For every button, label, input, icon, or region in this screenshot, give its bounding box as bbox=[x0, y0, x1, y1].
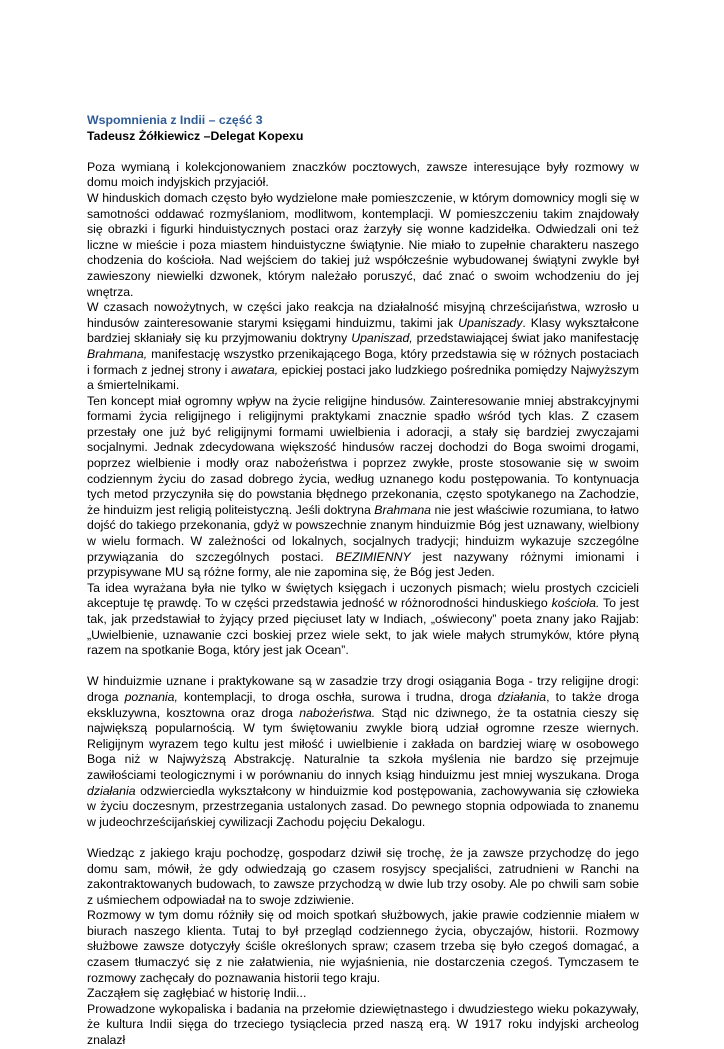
paragraph bbox=[87, 581, 639, 659]
text-run: Zacząłem się zagłębiać w historię Indii... bbox=[87, 986, 307, 1001]
text-run: kontemplacji, to droga oschła, surowa i trudna, droga bbox=[177, 689, 498, 704]
text-run: W hinduizmie uznane i praktykowane są w zasadzie trzy drogi osiągania Boga - trzy religijne drogi: droga bbox=[87, 674, 639, 704]
paragraph bbox=[87, 1002, 639, 1049]
paragraph bbox=[87, 191, 639, 300]
article-body bbox=[87, 160, 639, 1049]
paragraph-spacer bbox=[87, 830, 639, 846]
paragraph bbox=[87, 300, 639, 394]
italic-term: Brahmana, bbox=[87, 346, 148, 361]
text-run: Ta idea wyrażana była nie tylko w świętych księgach i uczonych pismach; wielu prostych czcicieli akceptuje tę prawdę. To w części przedstawia jedność w różnorodności hinduskiego bbox=[87, 580, 639, 611]
italic-term: Brahmana bbox=[374, 502, 432, 517]
italic-term: nabożeństwa. bbox=[299, 705, 376, 720]
paragraph-spacer bbox=[87, 659, 639, 675]
text-run: Wiedząc z jakiego kraju pochodzę, gospodarz dziwił się trochę, że ja zawsze przychodzę do jego domu sam, mówił, że gdy odwiedzają go czasem rosyjscy specjaliści, zatrudnieni w Ranchi na zakontraktowanych budowach, to zawsze przychodzą w dwie lub trzy osoby. Ale po chwili sam sobie z uśmiechem odpowiadał na to swoje zdziwienie. bbox=[87, 845, 639, 907]
text-run: Stąd nic dziwnego, że ta ostatnia cieszy się największą popularnością. W tym świętowaniu zwykle biorą udział ogromne rzesze wiernych. Religijnym wyrazem tego kultu jest miłość i uwielbienie i zakłada on bardziej wiarę w osobowego Boga niż w Najwyższą Abstrakcję. Naturalnie ta szkoła myślenia nie bardzo się przejmuje zawiłościami teologicznymi i w porównaniu do innych ksiąg hinduizmu jest mniej wyszukana. Droga bbox=[87, 705, 640, 782]
italic-term: działania bbox=[497, 689, 547, 704]
text-run: , to także droga ekskluzywna, kosztowna oraz droga bbox=[87, 689, 639, 720]
text-run: W czasach nowożytnych, w części jako reakcja na działalność misyjną chrześcijaństwa, wzrosło u hindusów zainteresowanie starymi księgami hinduizmu, takimi jak bbox=[87, 300, 639, 330]
text-run: odzwierciedla wykształcony w hinduizmie kod postępowania, zachowywania się człowieka w życiu doczesnym, przestrzegania ustalonych zasad. Do pewnego stopnia odpowiada to znanemu w judeochrześcijańskiej cywilizacji Zachodu pojęciu Dekalogu. bbox=[87, 783, 639, 829]
article-author: Tadeusz Żółkiewicz –Delegat Kopexu bbox=[87, 128, 304, 143]
text-run: nie jest właściwie rozumiana, to łatwo dojść do takiego przekonania, gdyż w powszechnie znanym hinduizmie Bóg jest uznawany, wielbiony w wielu formach. W zależności od lokalnych, socjalnych tradycji; hinduizm wykazuje szczególne przywiązania do szczególnych postaci. bbox=[87, 502, 639, 564]
paragraph bbox=[87, 986, 639, 1002]
italic-term: awatara, bbox=[230, 362, 279, 377]
text-run: przedstawiającej świat jako manifestację bbox=[412, 331, 639, 346]
text-run: W hinduskich domach często było wydzielone małe pomieszczenie, w którym domownicy mogli się w samotności oddawać rozmyślaniom, modlitwom, kontemplacji. W pomieszczeniu takim znajdowały się obrazki i figurki hinduistycznych postaci oraz żarzyły się wonne kadzidełka. Odwiedzali oni też liczne w mieście i poza miastem hinduistyczne świątynie. Nie miało to zupełnie charakteru naszego chodzenia do kościoła. Nad wejściem do takiej już współcześnie wybudowanej świątyni zwykle był zawieszony niewielki dzwonek, którym należało poruszyć, dać znać o swoim wchodzeniu do jej wnętrza. bbox=[87, 190, 639, 299]
text-run: . Klasy wykształcone bardziej skłaniały się ku przyjmowaniu doktryny bbox=[87, 315, 639, 346]
text-run: epickiej postaci jako ludzkiego pośrednika pomiędzy Najwyższym a śmiertelnikami. bbox=[87, 362, 639, 393]
text-run: Poza wymianą i kolekcjonowaniem znaczków pocztowych, zawsze interesujące były rozmowy w domu moich indyjskich przyjaciół. bbox=[87, 159, 639, 190]
italic-term: poznania, bbox=[124, 689, 178, 704]
paragraph bbox=[87, 674, 639, 830]
italic-term: kościoła. bbox=[551, 596, 600, 611]
article-title: Wspomnienia z Indii – część 3 bbox=[87, 113, 263, 127]
paragraph bbox=[87, 846, 639, 908]
text-run: manifestację wszystko przenikającego Boga, który przedstawia się w różnych postaciach i formach z jednej strony i bbox=[87, 346, 639, 377]
text-run: jest nazywany różnymi imionami i przypisywane MU są różne formy, ale nie zapomina się, że Bóg jest Jeden. bbox=[87, 549, 639, 580]
paragraph bbox=[87, 394, 639, 581]
document-page bbox=[87, 113, 639, 1049]
italic-term: Upaniszady bbox=[458, 315, 523, 330]
text-run: Ten koncept miał ogromny wpływ na życie religijne hindusów. Zainteresowanie mniej abstrakcyjnymi formami życia religijnego i religijnymi praktykami znacznie spadło wśród tych klas. Z czasem przestały one już być religijnymi formami uwielbienia i adoracji, a stały się bardziej zwyczajami socjalnymi. Jednak zdecydowana większość hindusów raczej dochodzi do Boga swoimi drogami, poprzez wielbienie i modły oraz nabożeństwa i poprzez zwykłe, proste stosowanie się w swoim codziennym życiu do zasad dobrego życia, według uznanego kodu postępowania. To kontynuacja tych metod przyczyniła się do powstania błędnego przekonania, często spotykanego na Zachodzie, że hinduizm jest religią politeistyczną. Jeśli doktryna bbox=[87, 393, 639, 517]
italic-term: działania bbox=[87, 783, 136, 798]
text-run: To jest tak, jak przedstawiał to żyjący przed pięciuset laty w Indiach, „oświecony” poeta znany jako Rajjab: „Uwielbienie, uznawanie czci boskiej przez wiele sekt, to jak wiele małych strumyków, które płyną razem na spotkanie Boga, który jest jak Ocean”. bbox=[87, 596, 640, 658]
text-run: Rozmowy w tym domu różniły się od moich spotkań służbowych, jakie prawie codziennie miałem w biurach naszego klienta. Tutaj to był przegląd codziennego życia, obyczajów, historii. Rozmowy służbowe zawsze dotyczyły ściśle określonych spraw; czasem trzeba się było czegoś domagać, a czasem tłumaczyć się z nie załatwienia, nie wyjaśnienia, nie dostarczenia czegoś. Tymczasem te rozmowy zachęcały do poznawania historii tego kraju. bbox=[87, 908, 639, 985]
text-run: Prowadzone wykopaliska i badania na przełomie dziewiętnastego i dwudziestego wieku pokazywały, że kultura Indii sięga do trzeciego tysiąclecia przed naszą erą. W 1917 roku indyjski archeolog znalazł bbox=[87, 1001, 639, 1048]
italic-term: BEZIMIENNY bbox=[335, 549, 411, 564]
paragraph bbox=[87, 160, 639, 191]
spacer bbox=[87, 144, 639, 160]
italic-term: Upaniszad, bbox=[351, 331, 413, 346]
paragraph bbox=[87, 908, 639, 986]
